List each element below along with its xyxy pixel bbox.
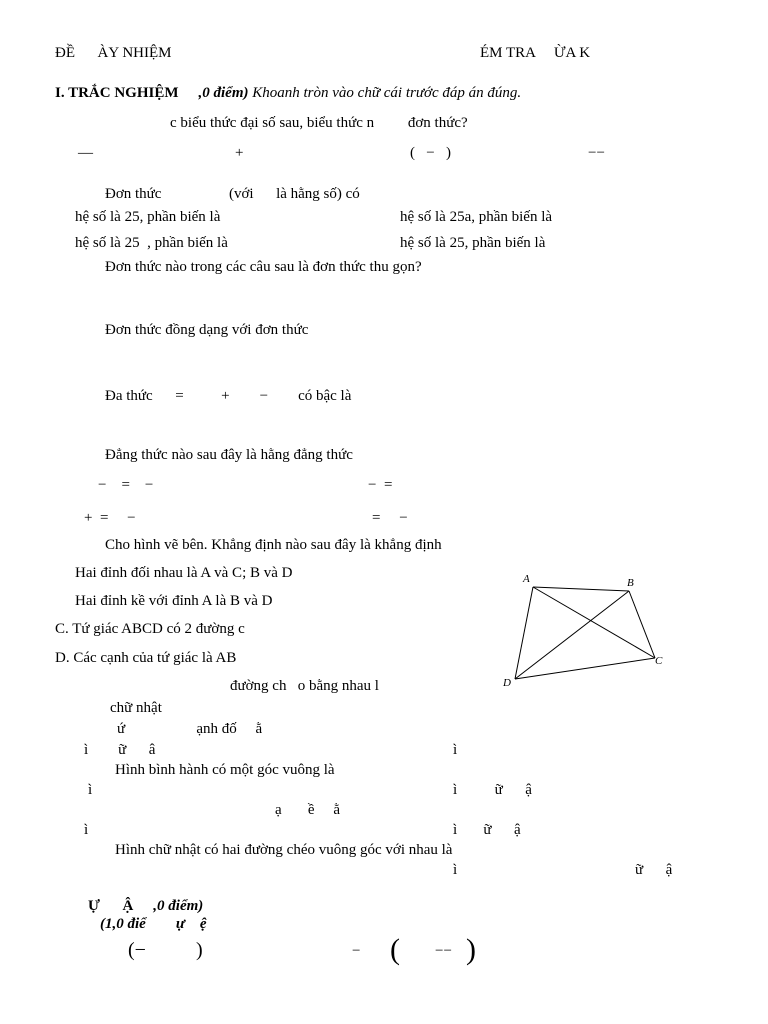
quadrilateral-figure xyxy=(495,568,675,693)
section2-big-paren-right: ) xyxy=(466,933,476,966)
edge-ab xyxy=(533,587,629,591)
q6-option-a: − = − xyxy=(98,477,154,493)
q5-text: Đa thức = + − có bậc là xyxy=(105,388,352,404)
section2-expr3: −− xyxy=(435,943,452,959)
edge-cd xyxy=(515,658,655,679)
q10-line1-left: ì xyxy=(453,862,458,878)
section2-heading: Ự Ậ xyxy=(88,898,134,914)
q1-option-a: — xyxy=(78,145,93,161)
q1-option-c: ( − ) xyxy=(410,145,451,161)
section1-heading: I. TRẮC NGHIỆM xyxy=(55,85,179,101)
q10-line1-right: ữ ậ xyxy=(635,862,673,878)
q9-line2: ạ ề ằ xyxy=(275,802,340,818)
vertex-label-d: D xyxy=(503,677,511,689)
q2-option-c: hệ số là 25 , phần biến là xyxy=(75,235,228,251)
diagonal-bd xyxy=(515,591,629,679)
section1-line xyxy=(55,84,521,102)
section2-sub-points: (1,0 điể xyxy=(100,916,146,932)
q9-text: Hình bình hành có một góc vuông là xyxy=(115,762,335,778)
section1-instruction: Khoanh tròn vào chữ cái trước đáp án đúng. xyxy=(252,85,522,101)
q8-line2: ứ ạnh đố ằ xyxy=(117,721,263,737)
q2-option-a: hệ số là 25, phần biến là xyxy=(75,209,221,225)
q3-text: Đơn thức nào trong các câu sau là đơn thức thu gọn? xyxy=(105,259,422,275)
q8-line1: chữ nhật xyxy=(110,700,162,716)
section2-big-paren-left: ( xyxy=(390,933,400,966)
q1-option-b: + xyxy=(235,145,244,161)
q6-option-b: − = xyxy=(368,477,393,493)
q6-option-c: + = − xyxy=(84,510,136,526)
vertex-label-b: B xyxy=(627,577,634,589)
section2-points: ,0 điểm) xyxy=(153,898,204,914)
q2-text: Đơn thức (với là hằng số) có xyxy=(105,186,360,202)
q7-option-b: Hai đỉnh kề với đỉnh A là B và D xyxy=(75,593,273,609)
section2-sub xyxy=(100,915,206,933)
edge-da xyxy=(515,587,533,679)
q1-text: c biểu thức đại số sau, biểu thức n đơn thức? xyxy=(170,115,468,131)
section2-line xyxy=(88,897,203,915)
diagonal-ac xyxy=(533,587,655,658)
q4-text: Đơn thức đồng dạng với đơn thức xyxy=(105,322,309,338)
q10-text: Hình chữ nhật có hai đường chéo vuông góc với nhau là xyxy=(115,842,453,858)
edge-bc xyxy=(629,591,655,658)
q7-option-a: Hai đỉnh đối nhau là A và C; B và D xyxy=(75,565,293,581)
exam-title-right: ÉM TRA ỪA K xyxy=(480,45,591,61)
q8-text: đường ch o bằng nhau l xyxy=(230,678,379,694)
q9-line1-left: ì xyxy=(88,782,93,798)
vertex-label-a: A xyxy=(523,573,530,585)
exam-title-left: ĐỀ ÀY NHIỆM xyxy=(55,45,172,61)
vertex-label-c: C xyxy=(655,655,663,667)
q9-line1-right: ì ữ ậ xyxy=(453,782,532,798)
q9-line3-right: ì ữ ậ xyxy=(453,822,521,838)
q1-option-d: −− xyxy=(588,145,605,161)
section2-sub-text: ự ệ xyxy=(175,916,207,932)
q8-line3-left: ì ữ â xyxy=(84,742,156,758)
q7-text: Cho hình vẽ bên. Khẳng định nào sau đây là khẳng định xyxy=(105,537,442,553)
q6-text: Đẳng thức nào sau đây là hằng đẳng thức xyxy=(105,447,353,463)
q2-option-b: hệ số là 25a, phần biến là xyxy=(400,209,553,225)
section2-expr1: (− ) xyxy=(128,939,203,961)
q7-option-c: C. Tứ giác ABCD có 2 đường c xyxy=(55,621,245,637)
section1-points: ,0 điểm) xyxy=(198,85,249,101)
q7-option-d: D. Các cạnh của tứ giác là AB xyxy=(55,650,237,666)
q9-line3-left: ì xyxy=(84,822,89,838)
q2-option-d: hệ số là 25, phần biến là xyxy=(400,235,546,251)
section2-expr2: − xyxy=(352,943,361,959)
q6-option-d: = − xyxy=(372,510,408,526)
q8-line3-right: ì xyxy=(453,742,458,758)
